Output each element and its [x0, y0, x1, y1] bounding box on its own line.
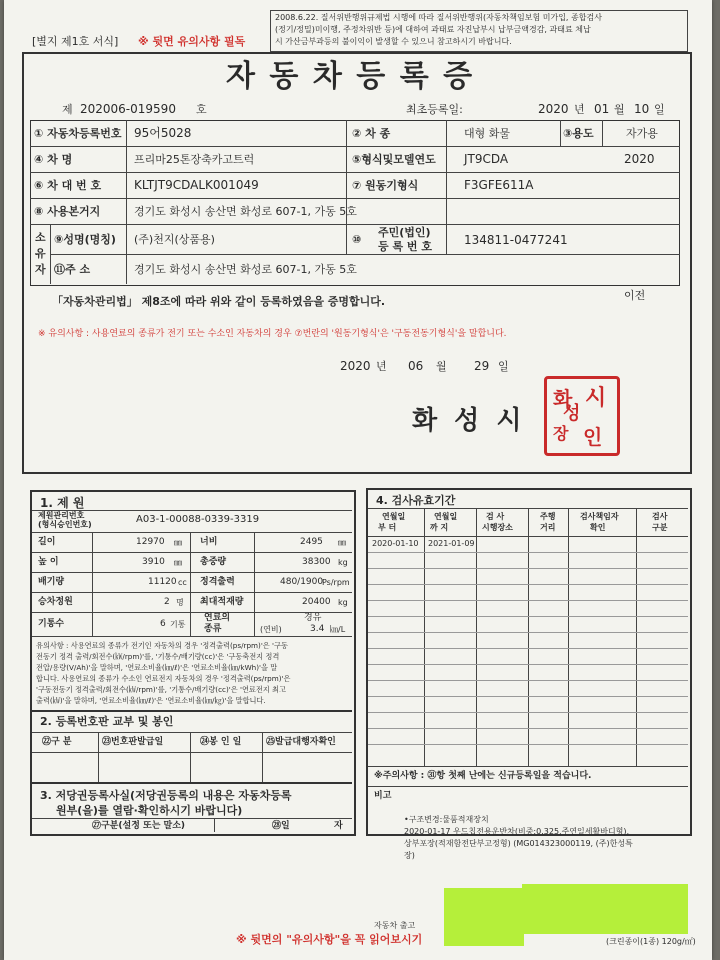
footer-warning: ※ 뒷면의 "유의사항"을 꼭 읽어보시기 [236, 933, 423, 946]
owner-id-value: 134811-0477241 [464, 233, 568, 247]
plate-col-seal-date: ㉔봉 인 일 [200, 737, 242, 747]
displacement-value: 11120 [148, 577, 177, 587]
power-value: 480/1900 [280, 577, 324, 587]
plate-col-agent: ㉕발급대행자확인 [266, 737, 336, 747]
vehicle-type-value: 대형 화물 [464, 127, 511, 140]
seats-label: 승차정원 [38, 597, 73, 607]
footer-partial: 자동차 출고 [374, 921, 416, 930]
insp-col-place-2: 시행장소 [482, 523, 513, 532]
redaction-patch-1 [444, 888, 524, 946]
cylinders-label: 기통수 [38, 619, 65, 629]
certify-statement: 「자동차관리법」 제8조에 따라 위와 같이 등록하였음을 증명합니다. [52, 295, 386, 308]
length-label: 길이 [38, 537, 56, 547]
fuel-efficiency-label: (연비) [260, 625, 282, 634]
issue-year-unit: 년 [376, 360, 387, 373]
remark-line-4: 장) [404, 851, 415, 860]
owner-address-value: 경기도 화성시 송산면 화성로 607-1, 가동 5호 [134, 263, 357, 276]
official-seal: 화 시 성 장 인 [544, 376, 620, 456]
insp-col-type-1: 검사 [652, 512, 668, 521]
fuel-caution: ※ 유의사항 : 사용연료의 종류가 전기 또는 수소인 자동차의 경우 ⑦번란의 '원동기형식'은 '구동전동기형식'을 말합니다. [38, 329, 507, 339]
owner-address-label: ⑪주 소 [54, 263, 91, 276]
spec-note-1: 유의사항 : 사용연료의 종류가 전기인 자동차의 경우 '정격출력(ps/rpm)'은 '구동 [36, 641, 288, 650]
issue-month: 06 [408, 359, 424, 373]
height-value: 3910 [142, 557, 165, 567]
usage-label: ③용도 [563, 127, 594, 140]
inspection-notice: ※주의사항 : ㉛항 첫째 난에는 신규등록일을 적습니다. [374, 771, 592, 781]
owner-id-label-1: 주민(법인) [378, 226, 431, 239]
mortgage-col-date: ㉘일 [272, 821, 290, 831]
vin-value: KLTJT9CDALK001049 [134, 178, 259, 192]
displacement-unit: cc [178, 578, 187, 587]
owner-id-label-2: 등 록 번 호 [378, 240, 432, 253]
cert-no-suffix: 호 [196, 103, 207, 116]
first-reg-day: 10 [634, 102, 650, 116]
seats-value: 2 [164, 597, 170, 607]
insp-col-mileage-2: 거리 [540, 523, 556, 532]
seats-unit: 명 [176, 598, 184, 607]
plate-col-issue-date: ㉓번호판발급일 [102, 737, 164, 747]
cylinders-unit: 기통 [170, 620, 186, 629]
first-reg-day-unit: 일 [654, 103, 665, 116]
width-value: 2495 [300, 537, 323, 547]
model-value: JT9CDA [464, 152, 509, 166]
remark-line-2: 2020-01-17 우드칩전용운반차(비중:0.325,주연일세활바디형), [404, 827, 630, 836]
form-label: [별지 제1호 서식] [32, 35, 119, 48]
owner-name-value: (주)천지(상품용) [134, 233, 215, 246]
mortgage-col-date-2: 자 [334, 821, 343, 831]
fuel-type-value: 경유 [304, 613, 322, 623]
cert-no-label: 제 [62, 103, 73, 116]
length-value: 12970 [136, 537, 165, 547]
base-location-value: 경기도 화성시 송산면 화성로 607-1, 가동 5호 [134, 205, 357, 218]
displacement-label: 배기량 [38, 577, 65, 587]
vin-label: ⑥ 차 대 번 호 [34, 179, 102, 192]
gross-weight-label: 총중량 [200, 557, 227, 567]
first-reg-year-unit: 년 [574, 103, 585, 116]
registration-table [30, 120, 680, 286]
length-unit: ㎜ [174, 538, 182, 547]
insp-col-from-2: 부 터 [378, 523, 397, 532]
base-location-label: ⑧ 사용본거지 [34, 205, 101, 218]
gross-weight-unit: kg [338, 558, 348, 567]
insp-col-from-1: 연월일 [382, 512, 406, 521]
owner-label-2: 유 [35, 247, 46, 260]
issue-day: 29 [474, 359, 490, 373]
spec-mgmt-label-1: 제원관리번호 [38, 511, 85, 520]
issue-day-unit: 일 [498, 360, 509, 373]
spec-note-2: 전동기 정격 출력/회전수(㎾/rpm)'를, '기통수/배기량(cc)'은 '구동축전지 정격 [36, 652, 280, 661]
plate-section-title: 2. 등록번호판 교부 및 봉인 [40, 715, 174, 728]
insp-col-mileage-1: 주행 [540, 512, 556, 521]
fuel-efficiency-unit: ㎞/L [330, 625, 346, 634]
mortgage-col-type: ㉗구분(설정 또는 말소) [92, 821, 186, 831]
model-year-value: 2020 [624, 152, 655, 166]
first-reg-month: 01 [594, 102, 610, 116]
width-unit: ㎜ [338, 538, 346, 547]
model-year-label: ⑤형식및모델연도 [352, 153, 436, 166]
insp-col-to-1: 연월일 [434, 512, 458, 521]
spec-note-6: 출력(㎾)'을 말하며, '연료소비율(㎞/ℓ)'은 '연료소비율(㎞/㎏)'을 말합니다. [36, 696, 266, 705]
notice-line-3: 시 가산금부과등의 불이익이 발생할 수 있으니 참고하시기 바랍니다. [275, 37, 512, 46]
payload-value: 20400 [302, 597, 331, 607]
specs-title: 1. 제 원 [40, 496, 85, 510]
fuel-type-label-1: 연료의 [204, 613, 231, 623]
power-unit: Ps/rpm [322, 578, 350, 587]
inspection-table [368, 508, 688, 766]
engine-type-label: ⑦ 원동기형식 [352, 179, 419, 192]
notice-line-2: (정기/정밀)미이행, 주정차위반 등)에 대하여 과태료 자진납부시 납부금액경감, 과태료 체납 [275, 25, 591, 34]
remark-line-1: •구조변경:물품적재장치 [404, 815, 489, 824]
spec-note-3: 전압/용량(V/Ah)'을 말하며, '연료소비율(㎞/ℓ)'은 '연료소비율(㎞/kWh)'을 말 [36, 663, 278, 672]
issue-year: 2020 [340, 359, 371, 373]
paper-spec: (크린종이(1종) 120g/㎡) [606, 937, 696, 946]
back-note: ※ 뒷면 유의사항 필독 [138, 35, 246, 48]
insp-col-to-2: 까 지 [430, 523, 449, 532]
height-label: 높 이 [38, 557, 59, 567]
power-label: 정격출력 [200, 577, 235, 587]
issue-month-unit: 월 [436, 360, 447, 373]
height-unit: ㎜ [174, 558, 182, 567]
fuel-efficiency-value: 3.4 [310, 624, 325, 634]
spec-mgmt-label-2: (형식승인번호) [38, 520, 92, 529]
payload-unit: kg [338, 598, 348, 607]
owner-label-1: 소 [35, 231, 46, 244]
document-title: 자 동 차 등 록 증 [226, 59, 475, 94]
insp-row-from: 2020-01-10 [372, 539, 419, 548]
insp-col-type-2: 구분 [652, 523, 668, 532]
spec-note-4: 합니다. 사용연료의 종류가 수소인 연료전지 자동차의 경우 '정격출력(ps/rpm)'은 [36, 674, 291, 683]
remark-line-3: 상부포장(적재함전단부고정형) (MG014323000119, (주)한성특 [404, 839, 633, 848]
mortgage-title-2: 원부(을)를 열람·확인하시기 바랍니다) [56, 804, 243, 817]
owner-name-label: ⑨성명(명칭) [54, 233, 116, 246]
insp-col-place-1: 검 사 [486, 512, 505, 521]
spec-mgmt-value: A03-1-00088-0339-3319 [136, 514, 260, 525]
vehicle-name-label: ④ 차 명 [34, 153, 73, 166]
transfer-label: 이전 [624, 289, 646, 302]
insp-col-officer-1: 검사책임자 [580, 512, 619, 521]
mortgage-title-1: 3. 저당권등록사실(저당권등록의 내용은 자동차등록 [40, 789, 292, 802]
inspection-title: 4. 검사유효기간 [376, 494, 456, 507]
width-label: 너비 [200, 537, 218, 547]
reg-number-label: ① 자동차등록번호 [34, 127, 122, 140]
first-reg-label: 최초등록일: [406, 103, 463, 116]
plate-col-type: ㉒구 분 [42, 737, 72, 747]
insp-col-officer-2: 확인 [590, 523, 606, 532]
vehicle-type-label: ② 차 종 [352, 127, 391, 140]
remarks-label: 비고 [374, 791, 392, 801]
fuel-type-label-2: 종류 [204, 624, 222, 634]
owner-label-3: 자 [35, 263, 46, 276]
insp-row-to: 2021-01-09 [428, 539, 475, 548]
issuer-name: 화 성 시 [412, 406, 526, 436]
redaction-patch-2 [522, 884, 688, 934]
payload-label: 최대적재량 [200, 597, 244, 607]
cylinders-value: 6 [160, 619, 166, 629]
vehicle-name-value: 프리마25톤장축카고트럭 [134, 153, 255, 166]
notice-line-1: 2008.6.22. 질서위반행위규제법 시행에 따라 질서위반행위(자동차책임보험 미가입, 종합검사 [275, 13, 602, 22]
reg-number-value: 95어5028 [134, 126, 192, 140]
registration-certificate [4, 0, 712, 960]
first-reg-year: 2020 [538, 102, 569, 116]
cert-no-value: 202006-019590 [80, 102, 176, 116]
engine-type-value: F3GFE611A [464, 178, 534, 192]
usage-value: 자가용 [626, 127, 658, 140]
spec-note-5: '구동전동기 정격출력/회전수(㎾/rpm)'를, '기통수/배기량(cc)'은 '연료전지 최고 [36, 685, 286, 694]
gross-weight-value: 38300 [302, 557, 331, 567]
penalty-notice-box [270, 10, 688, 52]
owner-id-num: ⑩ [352, 233, 362, 246]
first-reg-month-unit: 월 [614, 103, 625, 116]
